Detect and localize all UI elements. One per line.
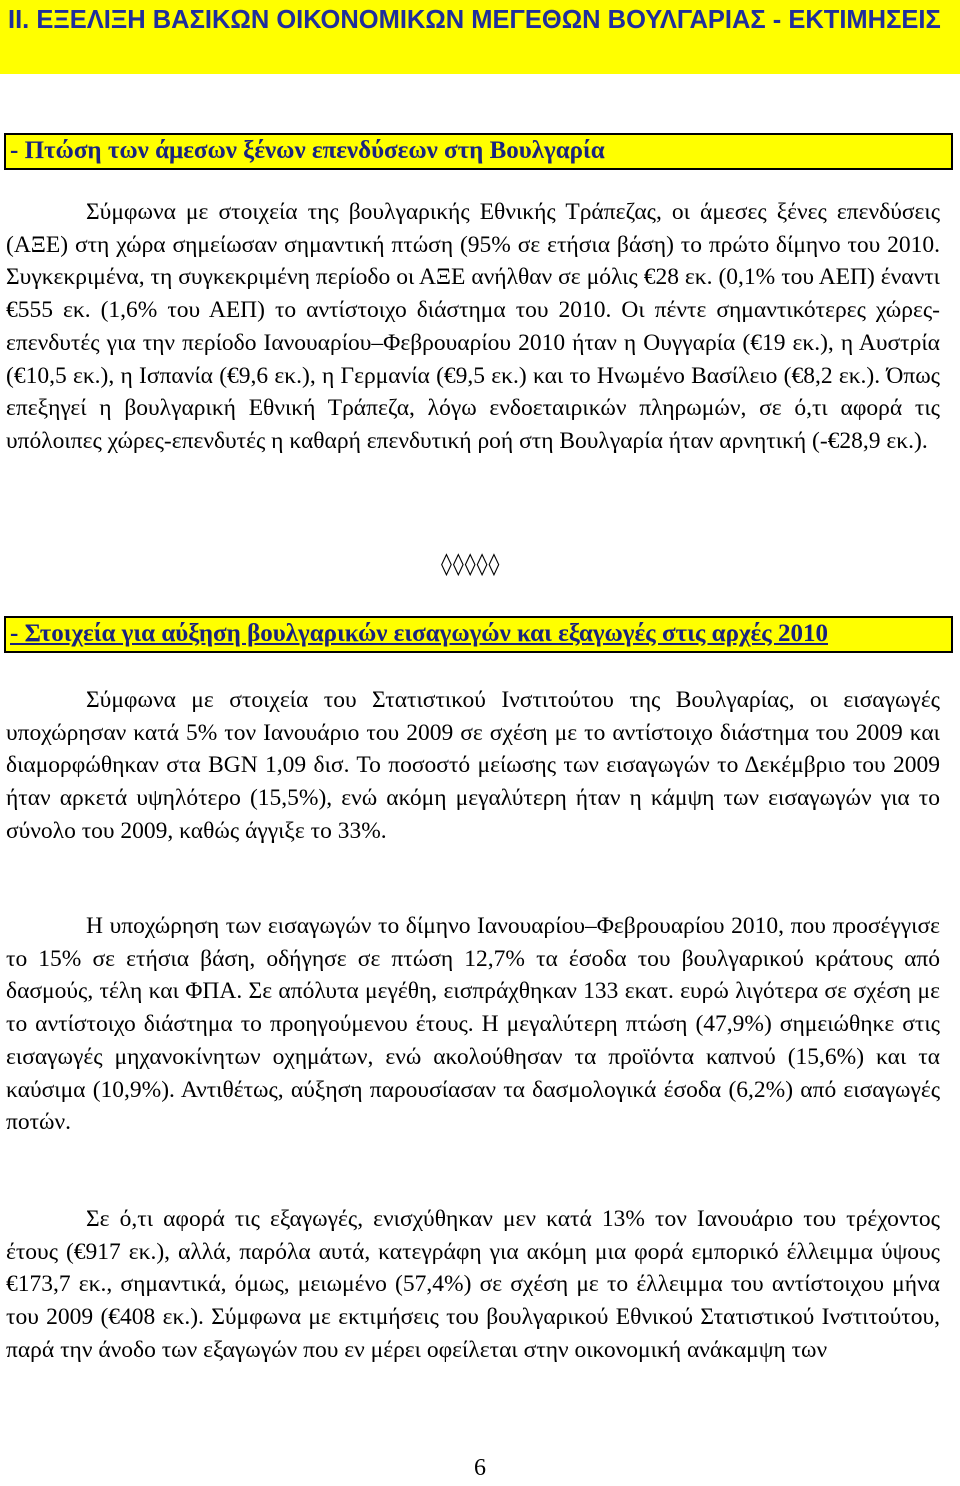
- section-heading-trade: - Στοιχεία για αύξηση βουλγαρικών εισαγωγών και εξαγωγές στις αρχές 2010: [4, 616, 953, 653]
- section-heading-fdi: - Πτώση των άμεσων ξένων επενδύσεων στη Βουλγαρία: [4, 133, 953, 170]
- paragraph-exports: Σε ό,τι αφορά τις εξαγωγές, ενισχύθηκαν μεν κατά 13% τον Ιανουάριο του τρέχοντος έτους (€917 εκ.), αλλά, παρόλα αυτά, κατεγράφη για ακόμη μια φορά εμπορικό έλλειμμα ύψους €173,7 εκ., σημαντικά, όμως, μειωμένο (57,4%) σε σχέση με το έλλειμμα του αντίστοιχου μήνα του 2009 (€408 εκ.). Σύμφωνα με εκτιμήσεις του βουλγαρικού Εθνικού Στατιστικού Ινστιτούτου, παρά την άνοδο των εξαγωγών που εν μέρει οφείλεται στην οικονομική ανάκαμψη των: [6, 1206, 940, 1363]
- section-separator: ◊◊◊◊◊: [441, 552, 501, 577]
- document-title: II. ΕΞΕΛΙΞΗ ΒΑΣΙΚΩΝ ΟΙΚΟΝΟΜΙΚΩΝ ΜΕΓΕΘΩΝ ΒΟΥΛΓΑΡΙΑΣ - ΕΚΤΙΜΗΣΕΙΣ: [0, 0, 960, 74]
- paragraph-imports-decline: Η υποχώρηση των εισαγωγών το δίμηνο Ιανουαρίου–Φεβρουαρίου 2010, που προσέγγισε το 15% σε ετήσια βάση, οδήγησε σε πτώση 12,7% τα έσοδα του βουλγαρικού κράτους από δασμούς, τέλη και ΦΠΑ. Σε απόλυτα μεγέθη, εισπράχθηκαν 133 εκατ. ευρώ λιγότερα σε σχέση με το αντίστοιχο διάστημα το προηγούμενου έτους. Η μεγαλύτερη πτώση (47,9%) σημειώθηκε στις εισαγωγές μηχανοκίνητων οχημάτων, ενώ ακολούθησαν τα προϊόντα καπνού (15,6%) και τα καύσιμα (10,9%). Αντιθέτως, αύξηση παρουσίασαν τα δασμολογικά έσοδα (6,2%) από εισαγωγές ποτών.: [6, 913, 940, 1136]
- paragraph-fdi: Σύμφωνα με στοιχεία της βουλγαρικής Εθνικής Τράπεζας, οι άμεσες ξένες επενδύσεις (ΑΞΕ) στη χώρα σημείωσαν σημαντική πτώση (95% σε ετήσια βάση) το πρώτο δίμηνο του 2010. Συγκεκριμένα, τη συγκεκριμένη περίοδο οι ΑΞΕ ανήλθαν σε μόλις €28 εκ. (0,1% του ΑΕΠ) έναντι €555 εκ. (1,6% του ΑΕΠ) το αντίστοιχο διάστημα του 2010. Οι πέντε σημαντικότερες χώρες-επενδυτές για την περίοδο Ιανουαρίου–Φεβρουαρίου 2010 ήταν η Ουγγαρία (€19 εκ.), η Αυστρία (€10,5 εκ.), η Ισπανία (€9,6 εκ.), η Γερμανία (€9,5 εκ.) και το Ηνωμένο Βασίλειο (€8,2 εκ.). Όπως επεξηγεί η βουλγαρική Εθνική Τράπεζα, λόγω ενδοεταιρικών πληρωμών, σε ό,τι αφορά τις υπόλοιπες χώρες-επενδυτές η καθαρή επενδυτική ροή στη Βουλγαρία ήταν αρνητική (-€28,9 εκ.).: [6, 199, 940, 454]
- paragraph-imports: Σύμφωνα με στοιχεία του Στατιστικού Ινστιτούτου της Βουλγαρίας, οι εισαγωγές υποχώρησαν κατά 5% τον Ιανουάριο του 2009 σε σχέση με το αντίστοιχο διάστημα του 2009 και διαμορφώθηκαν στα BGN 1,09 δισ. Το ποσοστό μείωσης των εισαγωγών το Δεκέμβριο του 2009 ήταν αρκετά υψηλότερο (15,5%), ενώ ακόμη μεγαλύτερη ήταν η κάμψη των εισαγωγών για το σύνολο του 2009, καθώς άγγιξε το 33%.: [6, 687, 940, 844]
- page-number: 6: [474, 1455, 486, 1481]
